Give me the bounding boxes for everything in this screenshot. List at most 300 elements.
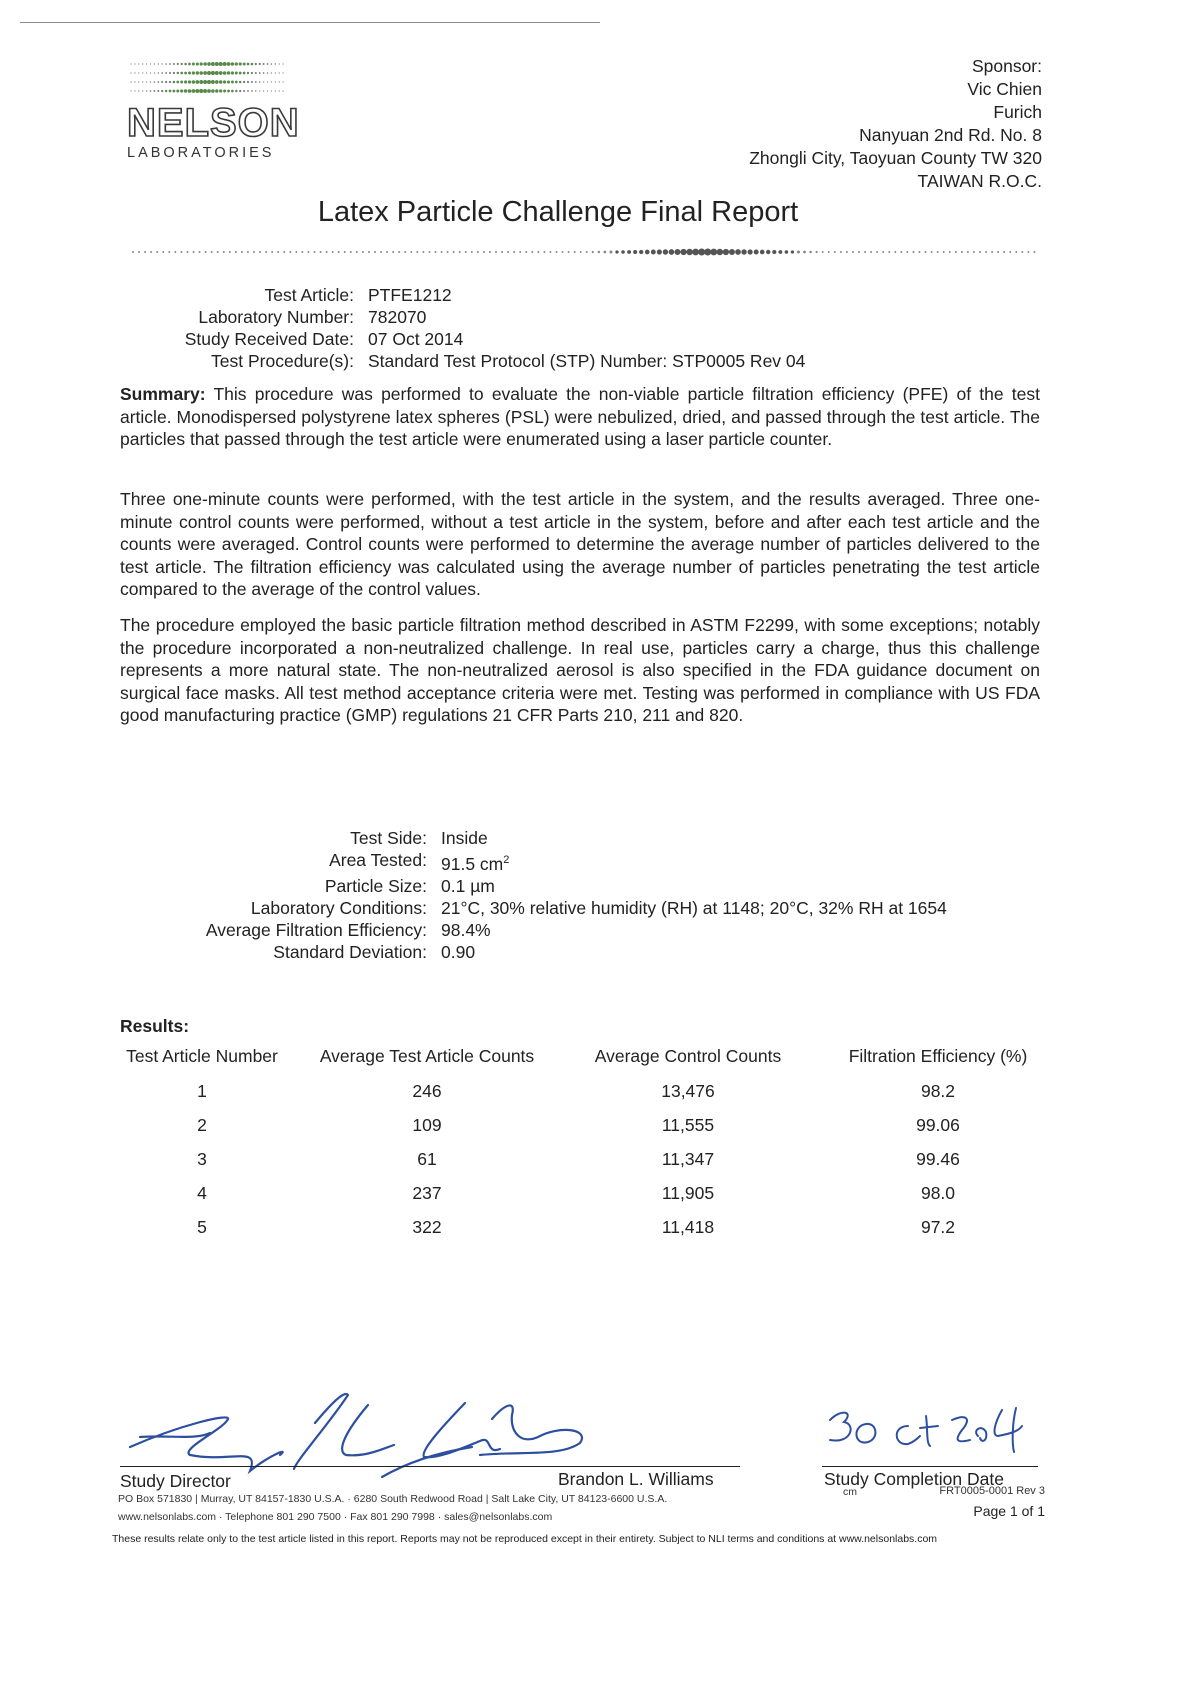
logo-dot <box>184 63 187 66</box>
study-info <box>0 284 805 372</box>
logo-dot <box>247 81 249 83</box>
divider-dot <box>295 251 297 253</box>
divider-dot <box>277 251 279 253</box>
divider-dot <box>651 250 656 255</box>
logo-dot <box>279 72 280 73</box>
info-row <box>0 306 805 328</box>
logo-dot <box>130 81 131 82</box>
counts-paragraph: Three one-minute counts were performed, with the test article in the system, and the results averaged. Three one-minute control counts were performed, without a test article in the system, before and after each test article and the counts were averaged. Control counts were performed to determine the average number of particles delivered to the test article. The filtration efficiency was calculated using the average number of particles penetrating the test article compared to the average of the control values. <box>120 489 1040 599</box>
divider-dot <box>156 251 158 253</box>
info-value: 782070 <box>368 307 427 327</box>
test-specs <box>0 827 947 963</box>
logo-dot <box>188 80 191 83</box>
divider-dot <box>289 251 291 253</box>
footer-initials: cm <box>843 1486 857 1498</box>
divider-dot <box>1003 251 1005 253</box>
divider-dot <box>543 251 545 253</box>
logo-name: NELSON <box>127 101 300 145</box>
logo-subtitle: LABORATORIES <box>127 145 275 161</box>
handwritten-date-icon <box>822 1390 1038 1470</box>
logo-dot <box>259 72 261 74</box>
divider-dot <box>717 249 724 256</box>
divider-dot <box>211 251 213 253</box>
divider-dot <box>501 251 503 253</box>
logo-dot <box>203 80 207 84</box>
divider-dot <box>822 251 824 253</box>
logo-dot <box>196 62 199 65</box>
footer-contact: www.nelsonlabs.com · Telephone 801 290 7500 · Fax 801 290 7998 · sales@nelsonlabs.com <box>118 1511 553 1523</box>
divider-dot <box>350 251 352 253</box>
divider-dot <box>199 251 201 253</box>
divider-dot <box>943 251 945 253</box>
divider-dot <box>882 251 884 253</box>
logo-dot <box>267 63 269 65</box>
divider-dot <box>937 251 939 253</box>
divider-dot <box>894 251 896 253</box>
table-row <box>112 1142 1062 1176</box>
divider-dot <box>138 251 140 253</box>
logo-dot <box>195 80 199 84</box>
logo-dot <box>227 62 231 66</box>
logo-dot <box>199 71 203 75</box>
divider-dot <box>380 251 382 253</box>
logo-dot <box>247 72 249 74</box>
logo-dot <box>255 63 257 65</box>
column-header: Filtration Efficiency (%) <box>848 1045 1028 1066</box>
logo-dot <box>279 81 280 82</box>
logo-dot <box>169 81 171 83</box>
logo-dot <box>259 81 261 83</box>
summary-text: This procedure was performed to evaluate the non-viable particle filtration efficiency (PFE) of the test article. Monodispersed polystyrene latex spheres (PSL) were nebulized, dried, and passed through the test article. The particles that passed through the test article were enumerated using a laser particle counter. <box>120 384 1040 449</box>
logo-dot <box>165 90 167 92</box>
logo-dot <box>263 72 265 74</box>
spec-row <box>0 849 947 875</box>
divider-dot <box>392 251 394 253</box>
logo-dot <box>172 90 175 93</box>
study-director-label: Study Director <box>120 1471 231 1491</box>
logo-dot <box>255 81 257 83</box>
logo-dot <box>169 90 172 93</box>
logo-dot <box>243 63 246 66</box>
logo-dot <box>130 63 131 64</box>
sponsor-line: Furich <box>993 102 1042 122</box>
logo-dot <box>275 72 276 73</box>
logo-dot <box>207 62 211 66</box>
divider-dot <box>692 249 699 256</box>
sponsor-block <box>749 55 1042 193</box>
logo-dot <box>162 63 163 64</box>
logo-dot <box>259 90 260 91</box>
dotted-divider <box>130 246 1040 258</box>
divider-dot <box>778 250 782 254</box>
divider-dot <box>301 251 303 253</box>
logo-dot <box>235 90 237 92</box>
table-cell: 11,347 <box>661 1148 715 1169</box>
logo-dot <box>134 81 135 82</box>
divider-dot <box>525 251 527 253</box>
logo-dot <box>165 63 167 65</box>
divider-dot <box>797 250 800 253</box>
divider-dot <box>223 251 225 253</box>
divider-dot <box>422 251 424 253</box>
divider-dot <box>723 249 729 255</box>
divider-dot <box>627 250 631 254</box>
divider-dot <box>858 251 860 253</box>
table-cell: 99.46 <box>916 1148 960 1169</box>
logo-dot <box>251 63 254 66</box>
spec-value: 21°C, 30% relative humidity (RH) at 1148; 20°C, 32% RH at 1654 <box>441 897 947 918</box>
divider-dot <box>791 250 794 253</box>
table-cell: 61 <box>417 1148 437 1169</box>
spec-row <box>0 919 947 941</box>
divider-dot <box>876 251 878 253</box>
divider-dot <box>144 251 146 253</box>
table-cell: 98.0 <box>920 1182 956 1203</box>
logo-dot <box>267 72 268 73</box>
divider-dot <box>435 251 437 253</box>
divider-dot <box>531 251 533 253</box>
divider-dot <box>657 249 662 254</box>
divider-dot <box>428 251 430 253</box>
logo-dot <box>180 81 183 84</box>
table-cell: 11,418 <box>661 1216 715 1237</box>
divider-dot <box>870 251 872 253</box>
info-label: Laboratory Number: <box>198 307 354 327</box>
logo-dot <box>158 72 159 73</box>
logo-dot <box>255 90 256 91</box>
logo-dot <box>200 62 203 65</box>
divider-dot <box>615 250 618 253</box>
logo-dot <box>283 81 284 82</box>
logo-dots-icon <box>129 60 287 98</box>
footer-address: PO Box 571830 | Murray, UT 84157-1830 U.S.A. · 6280 South Redwood Road | Salt Lake City, UT 84123-6600 U.S.A. <box>118 1493 668 1505</box>
divider-dot <box>205 251 207 253</box>
divider-dot <box>404 251 406 253</box>
divider-dot <box>441 251 443 253</box>
logo-dot <box>142 72 143 73</box>
divider-dot <box>416 251 418 253</box>
sponsor-line: Vic Chien <box>967 79 1042 99</box>
sponsor-line: Zhongli City, Taoyuan County TW 320 <box>749 148 1042 168</box>
divider-dot <box>519 251 521 253</box>
divider-dot <box>174 251 176 253</box>
logo-dot <box>219 71 223 75</box>
divider-dot <box>193 251 195 253</box>
logo-dot <box>231 81 234 84</box>
divider-dot <box>663 249 668 254</box>
logo-dot <box>255 72 257 74</box>
column-header: Average Control Counts <box>594 1045 782 1066</box>
logo-dot <box>150 90 152 92</box>
divider-dot <box>997 251 999 253</box>
logo-dot <box>247 90 249 92</box>
column-header: Test Article Number <box>126 1045 278 1066</box>
logo-dot <box>154 63 155 64</box>
divider-dot <box>362 251 364 253</box>
info-label: Study Received Date: <box>184 329 354 349</box>
logo-dot <box>235 81 238 84</box>
logo-dot <box>239 72 242 75</box>
divider-dot <box>265 251 267 253</box>
divider-dot <box>459 251 461 253</box>
logo-dot <box>158 63 159 64</box>
divider-dot <box>900 251 902 253</box>
divider-dot <box>973 251 975 253</box>
top-rule <box>20 22 600 23</box>
table-cell: 109 <box>412 1114 442 1135</box>
table-cell: 11,905 <box>661 1182 715 1203</box>
divider-dot <box>580 251 582 253</box>
divider-dot <box>710 249 717 256</box>
logo-dot <box>169 63 171 65</box>
divider-dot <box>991 251 993 253</box>
logo-dot <box>154 72 155 73</box>
logo-dot <box>227 71 230 74</box>
logo-dot <box>227 90 230 93</box>
divider-dot <box>741 249 746 254</box>
divider-dot <box>961 251 963 253</box>
divider-dot <box>729 249 735 255</box>
logo-dot <box>173 63 175 65</box>
logo-dot <box>153 90 155 92</box>
logo-dot <box>223 80 226 83</box>
divider-dot <box>374 251 376 253</box>
footer-disclaimer: These results relate only to the test article listed in this report. Reports may not be reproduced except in their entirety. Subject to NLI terms and conditions at www.nelsonlabs.com <box>112 1533 938 1545</box>
logo-dot <box>203 62 207 66</box>
divider-dot <box>507 251 509 253</box>
divider-dot <box>483 251 485 253</box>
logo-dot <box>161 90 163 92</box>
divider-dot <box>1015 251 1017 253</box>
logo-dot <box>146 81 147 82</box>
logo-dot <box>142 63 143 64</box>
logo-dot <box>192 71 195 74</box>
results-table <box>112 1044 1062 1244</box>
spec-value: 0.90 <box>441 941 476 962</box>
logo-dot <box>188 71 191 74</box>
sponsor-line: Nanyuan 2nd Rd. No. 8 <box>859 125 1042 145</box>
logo-dot <box>267 90 268 91</box>
logo-dot <box>231 62 235 66</box>
divider-dot <box>598 251 600 253</box>
logo-dot <box>211 80 215 84</box>
logo-dot <box>195 89 199 93</box>
logo-dot <box>154 81 156 83</box>
divider-dot <box>314 251 316 253</box>
logo-dot <box>184 72 187 75</box>
divider-dot <box>453 251 455 253</box>
report-title: Latex Particle Challenge Final Report <box>317 196 799 228</box>
logo-dot <box>138 90 139 91</box>
info-value: PTFE1212 <box>368 285 452 305</box>
divider-dot <box>549 251 551 253</box>
divider-dot <box>477 251 479 253</box>
divider-dot <box>621 250 625 254</box>
logo-dot <box>134 72 135 73</box>
logo-dot <box>161 81 163 83</box>
logo-dot <box>223 71 227 75</box>
divider-dot <box>562 251 564 253</box>
logo-dot <box>176 81 179 84</box>
divider-dot <box>586 251 588 253</box>
logo-dot <box>161 72 163 74</box>
logo-dot <box>271 72 272 73</box>
divider-dot <box>680 249 686 255</box>
divider-dot <box>704 248 711 255</box>
table-cell: 322 <box>412 1216 442 1237</box>
divider-dot <box>919 251 921 253</box>
logo-dot <box>192 63 195 66</box>
logo-dot <box>138 63 139 64</box>
logo-dot <box>157 90 159 92</box>
divider-dot <box>471 251 473 253</box>
page-number: Page 1 of 1 <box>973 1503 1045 1519</box>
logo-dot <box>271 81 272 82</box>
divider-dot <box>338 251 340 253</box>
logo-dot <box>146 63 147 64</box>
table-cell: 11,555 <box>661 1114 715 1135</box>
divider-dot <box>592 251 594 253</box>
logo-dot <box>150 63 151 64</box>
summary-paragraph <box>120 383 1040 451</box>
table-cell: 4 <box>197 1182 207 1203</box>
divider-dot <box>955 251 957 253</box>
column-header: Average Test Article Counts <box>319 1045 535 1066</box>
logo-dot <box>239 90 241 92</box>
logo-dot <box>275 81 276 82</box>
divider-dot <box>633 250 637 254</box>
form-number: FRT0005-0001 Rev 3 <box>939 1485 1045 1497</box>
divider-dot <box>834 251 836 253</box>
logo-dot <box>243 72 246 75</box>
table-row <box>112 1074 1062 1108</box>
divider-dot <box>574 251 576 253</box>
logo-dot <box>235 62 238 65</box>
divider-dot <box>162 251 164 253</box>
logo-dot <box>263 63 265 65</box>
logo-dot <box>146 72 147 73</box>
study-completion-label: Study Completion Date <box>824 1469 1004 1489</box>
spec-label: Laboratory Conditions: <box>250 897 427 918</box>
divider-dot <box>888 251 890 253</box>
divider-dot <box>150 251 152 253</box>
divider-dot <box>556 251 558 253</box>
divider-dot <box>356 251 358 253</box>
logo-dot <box>239 62 242 65</box>
logo-dot <box>215 80 219 84</box>
divider-dot <box>229 251 231 253</box>
divider-dot <box>785 250 789 254</box>
logo-dot <box>199 80 203 84</box>
logo-dot <box>173 72 175 74</box>
divider-dot <box>398 251 400 253</box>
logo-dot <box>275 63 276 64</box>
spec-label: Area Tested: <box>329 850 427 870</box>
logo-dot <box>219 80 223 84</box>
info-value: 07 Oct 2014 <box>368 329 464 349</box>
divider-dot <box>816 251 818 253</box>
logo-dot <box>215 71 219 75</box>
divider-dot <box>698 248 705 255</box>
info-value: Standard Test Protocol (STP) Number: STP0005 Rev 04 <box>368 351 806 371</box>
divider-dot <box>253 251 255 253</box>
report-title-row <box>0 196 1200 229</box>
table-cell: 97.2 <box>920 1216 956 1237</box>
spec-label: Standard Deviation: <box>273 941 427 962</box>
study-director-name: Brandon L. Williams <box>558 1469 714 1489</box>
divider-dot <box>489 251 491 253</box>
sponsor-line: TAIWAN R.O.C. <box>917 171 1042 191</box>
divider-dot <box>217 251 219 253</box>
info-row <box>0 328 805 350</box>
divider-dot <box>754 250 759 255</box>
table-cell: 5 <box>197 1216 207 1237</box>
logo-dot <box>251 72 253 74</box>
director-signature-line <box>120 1466 740 1467</box>
logo-dot <box>165 81 167 83</box>
divider-dot <box>766 250 770 254</box>
logo-dot <box>134 90 135 91</box>
logo-dot <box>271 63 273 65</box>
info-label: Test Procedure(s): <box>211 351 354 371</box>
logo-dot <box>215 62 219 66</box>
logo-dot <box>181 63 183 65</box>
logo-dot <box>150 72 151 73</box>
divider-dot <box>235 251 237 253</box>
logo-dot <box>138 81 139 82</box>
logo-dot <box>279 90 280 91</box>
divider-dot <box>803 251 806 254</box>
logo-dot <box>199 89 203 93</box>
divider-dot <box>326 251 328 253</box>
logo-dot <box>211 71 215 75</box>
divider-dot <box>609 250 612 253</box>
logo-dot <box>146 90 147 91</box>
nelson-logo <box>127 60 300 161</box>
logo-dot <box>142 90 143 91</box>
table-cell: 246 <box>412 1080 442 1101</box>
logo-dot <box>169 72 171 74</box>
divider-dot <box>447 251 449 253</box>
divider-dot <box>410 251 412 253</box>
table-cell: 3 <box>197 1148 207 1169</box>
logo-dot <box>192 80 196 84</box>
logo-dot <box>203 71 207 75</box>
divider-dot <box>748 249 753 254</box>
spec-superscript: 2 <box>503 854 510 866</box>
divider-dot <box>1009 251 1011 253</box>
divider-dot <box>852 251 854 253</box>
results-heading: Results: <box>120 1016 190 1036</box>
divider-dot <box>669 249 675 255</box>
logo-dot <box>231 90 234 93</box>
logo-dot <box>247 63 250 66</box>
divider-dot <box>1021 251 1023 253</box>
logo-dot <box>207 80 211 84</box>
logo-dot <box>177 63 179 65</box>
divider-dot <box>985 251 987 253</box>
logo-dot <box>283 72 284 73</box>
divider-dot <box>604 251 607 254</box>
divider-dot <box>247 251 249 253</box>
logo-dot <box>231 71 234 74</box>
spec-row <box>0 897 947 919</box>
logo-dot <box>177 72 179 74</box>
divider-dot <box>735 249 741 255</box>
logo-dot <box>267 81 268 82</box>
table-cell: 13,476 <box>661 1080 715 1101</box>
divider-dot <box>386 251 388 253</box>
